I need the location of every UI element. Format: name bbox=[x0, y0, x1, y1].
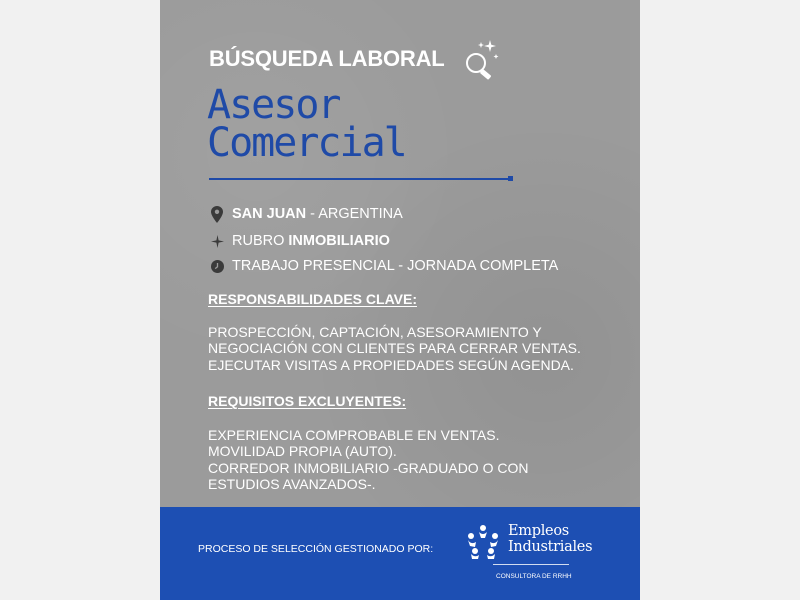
brand-subtitle: CONSULTORA DE RRHH bbox=[496, 573, 572, 580]
schedule-text: TRABAJO PRESENCIAL - JORNADA COMPLETA bbox=[232, 258, 559, 274]
job-post-card bbox=[160, 0, 640, 600]
location-country: - ARGENTINA bbox=[306, 206, 403, 222]
post-body bbox=[160, 0, 640, 507]
clock-icon bbox=[209, 257, 225, 275]
requirement-line: EXPERIENCIA COMPROBABLE EN VENTAS. bbox=[208, 427, 500, 443]
magnifier-sparkle-icon bbox=[460, 36, 504, 84]
location-row bbox=[209, 205, 403, 223]
requirements-text bbox=[208, 427, 528, 492]
post-kicker: BÚSQUEDA LABORAL bbox=[209, 46, 445, 71]
responsibility-line: EJECUTAR VISITAS A PROPIEDADES SEGÚN AGENDA. bbox=[208, 356, 574, 373]
location-city: SAN JUAN bbox=[232, 206, 307, 222]
schedule-row bbox=[209, 257, 558, 275]
brand-name-line-2: Industriales bbox=[508, 539, 593, 555]
responsibility-line: NEGOCIACIÓN CON CLIENTES PARA CERRAR VENTAS. bbox=[208, 340, 581, 357]
sector-row bbox=[209, 232, 390, 250]
job-title-line-2: Comercial bbox=[207, 120, 406, 166]
sector-prefix: RUBRO bbox=[232, 233, 289, 249]
requirement-line: ESTUDIOS AVANZADOS-. bbox=[208, 475, 376, 492]
sector-value: INMOBILIARIO bbox=[288, 233, 390, 249]
job-title-line-1: Asesor bbox=[207, 82, 340, 128]
requirement-line: MOVILIDAD PROPIA (AUTO). bbox=[208, 443, 397, 460]
requirement-line: CORREDOR INMOBILIARIO -GRADUADO O CON bbox=[208, 459, 529, 476]
post-footer bbox=[160, 507, 640, 600]
responsibilities-text bbox=[208, 324, 581, 373]
requirements-heading: REQUISITOS EXCLUYENTES: bbox=[208, 393, 407, 409]
brand-name bbox=[508, 523, 592, 555]
responsibility-line: PROSPECCIÓN, CAPTACIÓN, ASESORAMIENTO Y bbox=[208, 324, 542, 340]
responsibilities-heading: RESPONSABILIDADES CLAVE: bbox=[208, 291, 417, 307]
brand-divider bbox=[493, 564, 569, 565]
job-title bbox=[207, 82, 406, 166]
title-divider-end bbox=[508, 176, 513, 181]
location-pin-icon bbox=[209, 205, 225, 223]
brand-name-line-1: Empleos bbox=[508, 523, 569, 539]
selection-process-text: PROCESO DE SELECCIÓN GESTIONADO POR: bbox=[198, 543, 434, 555]
sparkle-icon bbox=[209, 232, 225, 250]
people-circle-icon bbox=[466, 523, 500, 559]
title-divider bbox=[209, 178, 510, 180]
